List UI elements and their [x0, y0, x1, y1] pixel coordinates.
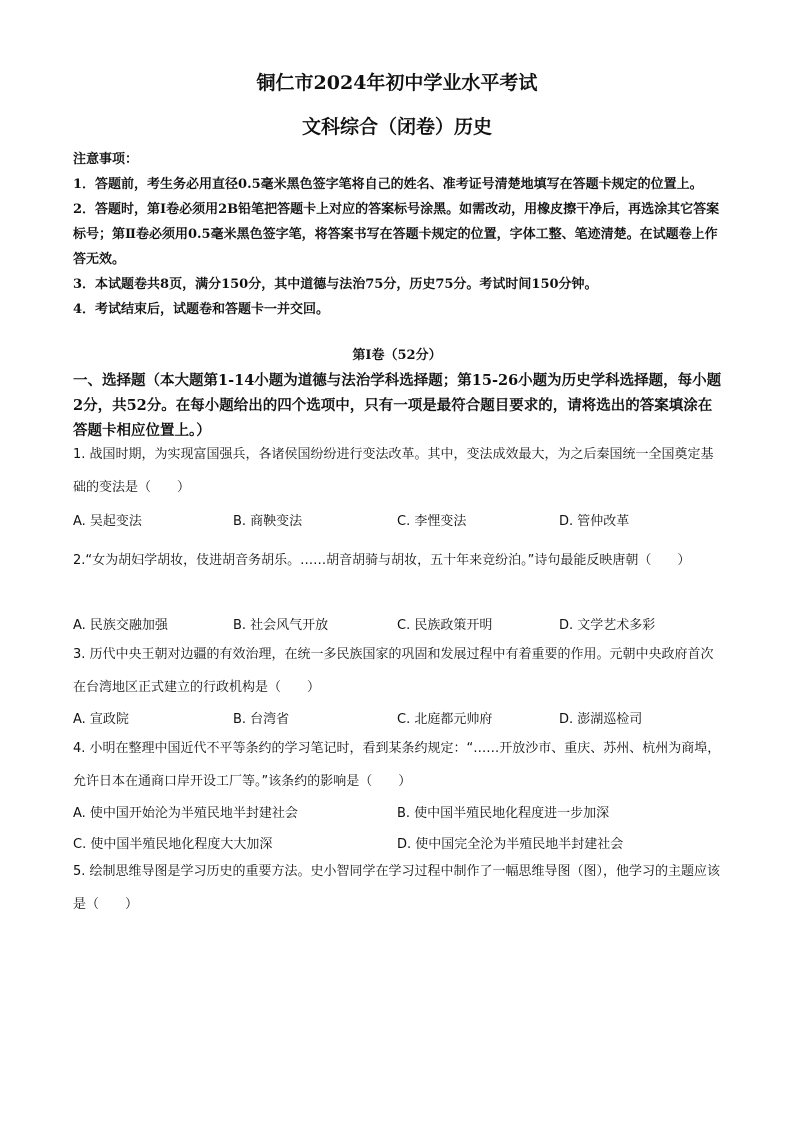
option-c: C. 使中国半殖民地化程度大大加深: [73, 837, 273, 852]
exam-subtitle: 文科综合（闭卷）历史: [301, 116, 492, 138]
option-b: B. 使中国半殖民地化程度进一步加深: [397, 806, 610, 821]
option-b: B. 社会风气开放: [233, 618, 329, 633]
option-a: A. 民族交融加强: [73, 618, 168, 633]
note-item: 2．答题时，第Ⅰ卷必须用2B铅笔把答题卡上对应的答案标号涂黑。如需改动，用橡皮擦干净后，再选涂其它答案标号；第Ⅱ卷必须用0.5毫米黑色签字笔，将答案书写在答题卡规定的位置，字体工整、笔迹清楚。在试题卷上作答无效。: [73, 202, 720, 267]
question-stem: 5. 绘制思维导图是学习历史的重要方法。史小智同学在学习过程中制作了一幅思维导图（图），他学习的主题应该是（ ）: [73, 864, 721, 912]
note-item: 3．本试题卷共8页，满分150分，其中道德与法治75分，历史75分。考试时间150分钟。: [73, 277, 598, 292]
option-c: C. 李悝变法: [397, 514, 467, 529]
question-stem: 4. 小明在整理中国近代不平等条约的学习笔记时，看到某条约规定：“……开放沙市、重庆、苏州、杭州为商埠，允许日本在通商口岸开设工厂等。”该条约的影响是（ ）: [73, 741, 721, 789]
option-d: D. 文学艺术多彩: [559, 618, 656, 633]
note-item: 1．答题前，考生务必用直径0.5毫米黑色签字笔将自己的姓名、准考证号清楚地填写在答题卡规定的位置上。: [73, 177, 703, 192]
question-stem: 2.“女为胡妇学胡妆，伎进胡音务胡乐。……胡音胡骑与胡妆，五十年来竞纷泊。”诗句最能反映唐朝（ ）: [73, 553, 691, 568]
question-stem: 3. 历代中央王朝对边疆的有效治理，在统一多民族国家的巩固和发展过程中有着重要的作用。元朝中央政府首次在台湾地区正式建立的行政机构是（ ）: [73, 647, 714, 695]
note-item: 4．考试结束后，试题卷和答题卡一并交回。: [73, 302, 330, 317]
option-d: D. 使中国完全沦为半殖民地半封建社会: [397, 837, 624, 852]
option-b: B. 商鞅变法: [233, 514, 303, 529]
option-d: D. 管仲改革: [559, 514, 630, 529]
section-heading: 第Ⅰ卷（52分）: [352, 348, 442, 363]
option-d: D. 澎湖巡检司: [559, 712, 643, 727]
question-stem: 1. 战国时期，为实现富国强兵，各诸侯国纷纷进行变法改革。其中，变法成效最大，为之后秦国统一全国奠定基础的变法是（ ）: [73, 447, 714, 495]
option-c: C. 民族政策开明: [397, 618, 493, 633]
section-instructions: 一、选择题（本大题第1-14小题为道德与法治学科选择题；第15-26小题为历史学科选择题，每小题2分，共52分。在每小题给出的四个选项中，只有一项是最符合题目要求的，请将选出的答案填涂在答题卡相应位置上。）: [73, 372, 722, 439]
option-c: C. 北庭都元帅府: [397, 712, 493, 727]
option-b: B. 台湾省: [233, 712, 290, 727]
notes-heading: 注意事项：: [73, 152, 139, 167]
exam-title: 铜仁市2024年初中学业水平考试: [256, 72, 538, 94]
option-a: A. 使中国开始沦为半殖民地半封建社会: [73, 806, 298, 821]
option-a: A. 吴起变法: [73, 514, 142, 529]
option-a: A. 宣政院: [73, 712, 129, 727]
notes-block: [73, 147, 723, 322]
